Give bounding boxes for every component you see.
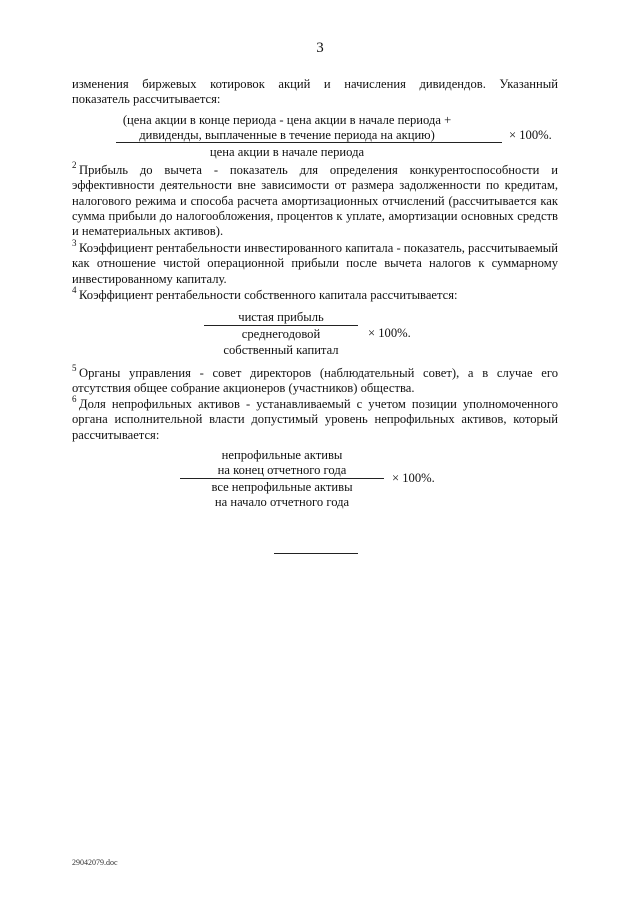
footnote-4-mark: 4 — [72, 285, 77, 295]
footnote-5-text: Органы управления - совет директоров (наблюдательный совет), а в случае его отсутствия общее собрание акционеров (участников) общества. — [72, 366, 558, 396]
end-separator-line — [274, 553, 358, 554]
formula3-numerator-line-2: на конец отчетного года — [217, 463, 347, 477]
formula1-numerator-line-2: дивиденды, выплаченные в течение периода на акцию) — [139, 128, 435, 142]
formula1-fraction-line — [116, 142, 502, 143]
formula2-numerator: чистая прибыль — [238, 310, 324, 324]
formula1-numerator-line-1: (цена акции в конце периода - цена акции в начале периода + — [122, 113, 452, 127]
page-number: 3 — [316, 40, 324, 56]
footnote-6-mark: 6 — [72, 394, 77, 404]
formula3-multiplier: × 100%. — [392, 471, 435, 485]
footnote-6-text: Доля непрофильных активов - устанавливаемый с учетом позиции уполномоченного органа исполнительной власти допустимый уровень непрофильных активов, который рассчитывается: — [72, 397, 558, 442]
formula3-numerator-line-1: непрофильные активы — [221, 448, 343, 462]
intro-line-1: изменения биржевых котировок акций и начисления дивидендов. Указанный — [72, 77, 558, 91]
formula1-denominator: цена акции в начале периода — [209, 145, 365, 159]
footnote-2-mark: 2 — [72, 160, 77, 170]
footnote-2-text: Прибыль до вычета - показатель для определения конкурентоспособности и эффективности деятельности вне зависимости от размера задолженности по кредитам, налогового режима и способа расчета амортизационных отчислений (рассчитывается как сумма прибыли до налогообложения, процентов к уплате, амортизации основных средств и нематериальных активов). — [72, 163, 558, 239]
formula2-fraction-line — [204, 325, 358, 326]
document-filename: 29042079.doc — [72, 858, 118, 867]
footnote-3-text: Коэффициент рентабельности инвестированного капитала - показатель, рассчитываемый как отношение чистой операционной прибыли после вычета налогов к суммарному инвестированному капиталу. — [72, 241, 558, 286]
formula2-denominator-line-1: среднегодовой — [241, 327, 321, 341]
footnote-4-text: Коэффициент рентабельности собственного капитала рассчитывается: — [79, 288, 458, 302]
formula3-fraction-line — [180, 478, 384, 479]
footnote-3-mark: 3 — [72, 238, 77, 248]
formula3-denominator-line-1: все непрофильные активы — [211, 480, 353, 494]
formula3-denominator-line-2: на начало отчетного года — [214, 495, 350, 509]
formula2-denominator-line-2: собственный капитал — [223, 343, 339, 357]
formula2-multiplier: × 100%. — [368, 326, 411, 340]
intro-line-2: показатель рассчитывается: — [72, 92, 221, 106]
footnote-5-mark: 5 — [72, 363, 77, 373]
formula1-multiplier: × 100%. — [509, 128, 552, 142]
